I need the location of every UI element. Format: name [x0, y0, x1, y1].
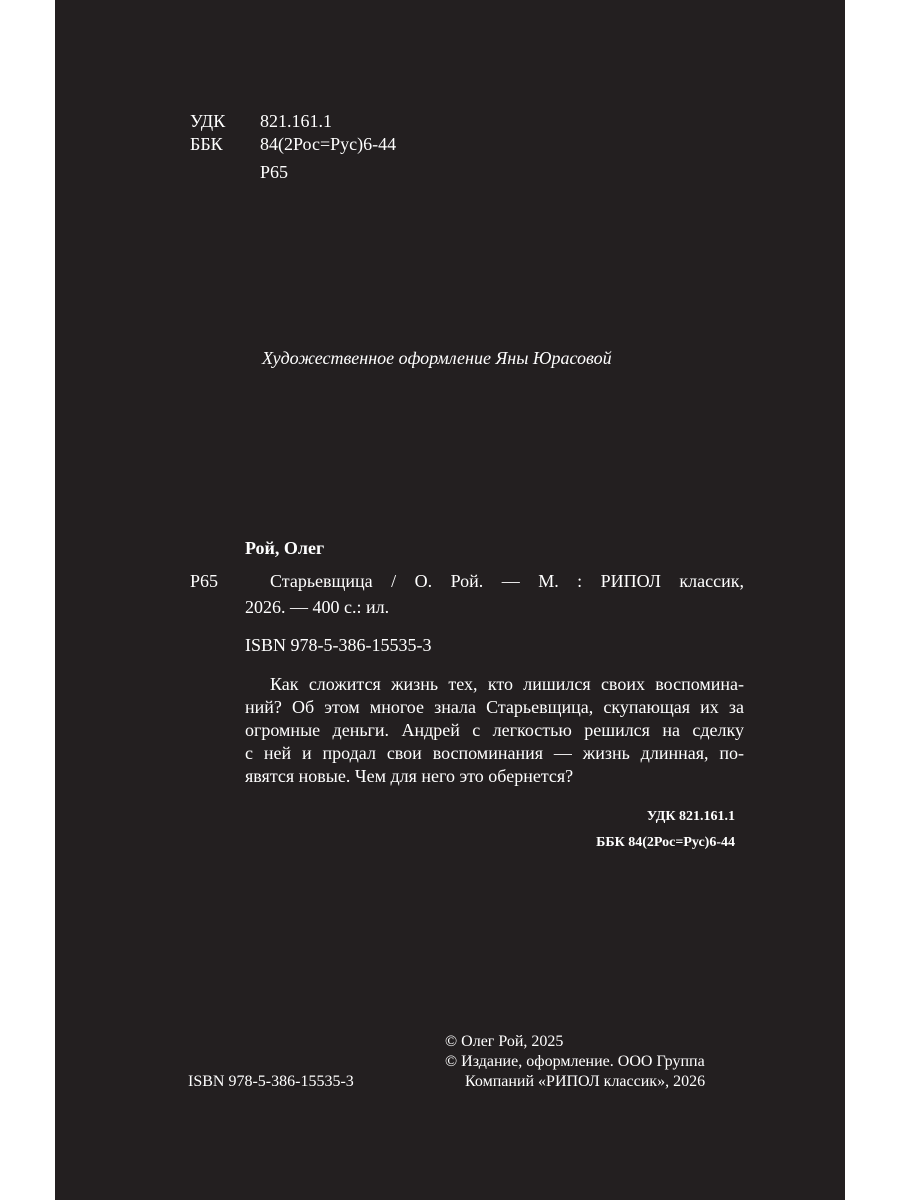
- annotation-line: ний? Об этом многое знала Старьевщица, скупающая их за: [245, 697, 744, 717]
- udk-label: УДК: [190, 111, 226, 131]
- annotation-line: явятся новые. Чем для него это обернется?: [245, 766, 574, 786]
- copyright-publisher-cont: Компаний «РИПОЛ классик», 2026: [465, 1073, 706, 1090]
- record-author-mark: Р65: [190, 571, 219, 591]
- bbk-code: 84(2Рос=Рус)6-44: [260, 134, 397, 154]
- annotation-line: с ней и продал свои воспоминания — жизнь длинная, по-: [245, 743, 744, 763]
- bbk-right: ББК 84(2Рос=Рус)6-44: [596, 835, 735, 850]
- isbn-bottom: ISBN 978-5-386-15535-3: [188, 1073, 354, 1090]
- art-credit: Художественное оформление Яны Юрасовой: [262, 348, 612, 368]
- annotation-line: огромные деньги. Андрей с легкостью решился на сделку: [245, 720, 744, 740]
- copyright-publisher: © Издание, оформление. ООО Группа: [445, 1053, 705, 1070]
- record-isbn: ISBN 978-5-386-15535-3: [245, 635, 432, 655]
- bbk-label: ББК: [190, 134, 223, 154]
- author-heading: Рой, Олег: [245, 538, 325, 558]
- udk-right: УДК 821.161.1: [646, 809, 735, 824]
- record-imprint-line: 2026. — 400 с.: ил.: [245, 597, 390, 617]
- annotation-line: Как сложится жизнь тех, кто лишился своих воспомина-: [270, 674, 744, 694]
- book-page: [55, 0, 845, 1200]
- record-title-line: Старьевщица / О. Рой. — М. : РИПОЛ классик,: [270, 571, 744, 591]
- copyright-author: © Олег Рой, 2025: [445, 1033, 564, 1050]
- author-mark: Р65: [260, 162, 289, 182]
- udk-code: 821.161.1: [260, 111, 332, 131]
